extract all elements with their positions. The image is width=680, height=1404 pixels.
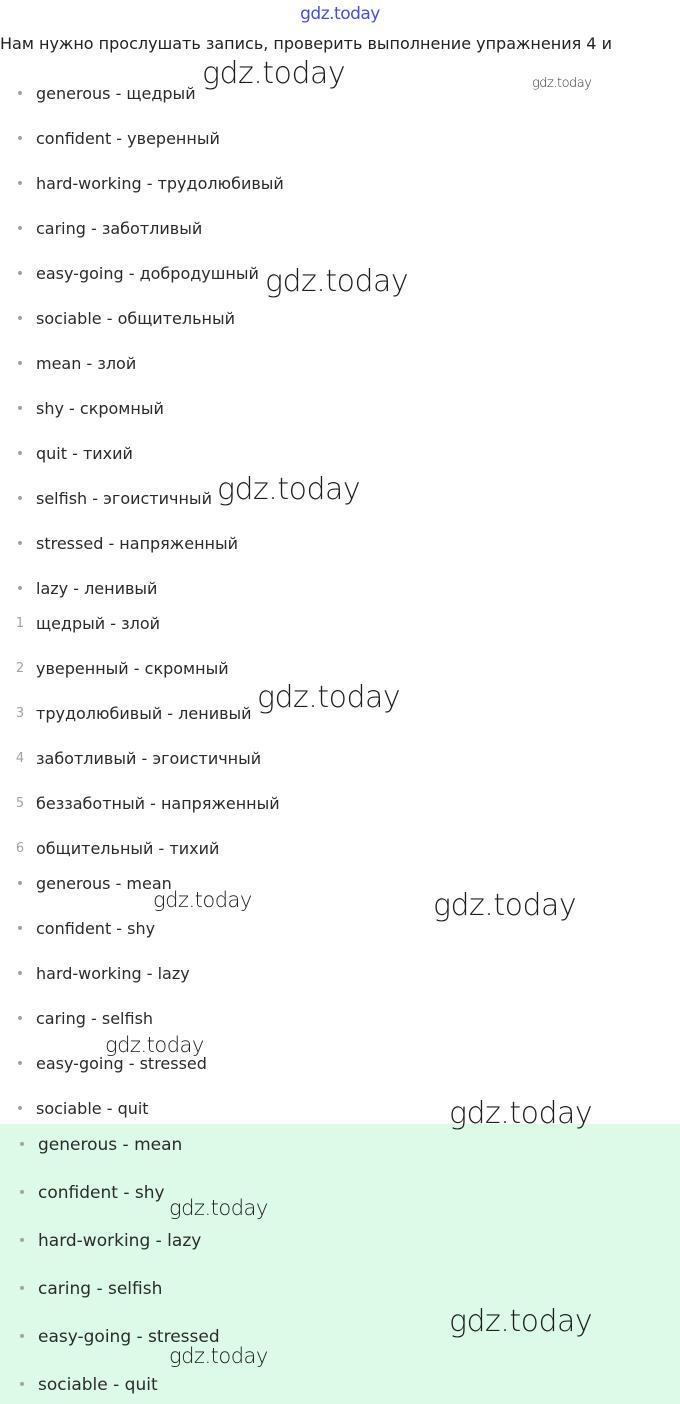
bullet-icon: • <box>15 491 25 507</box>
watermark: gdz.today <box>257 680 401 715</box>
bullet-icon: • <box>17 1137 27 1153</box>
bullet-icon: • <box>17 1377 27 1393</box>
watermark: gdz.today <box>217 472 361 507</box>
watermark: gdz.today <box>433 888 577 923</box>
item-number: 5 <box>15 796 25 811</box>
bullet-icon: • <box>15 266 25 282</box>
bullet-icon: • <box>15 1101 25 1117</box>
bullet-icon: • <box>17 1281 27 1297</box>
watermark: gdz.today <box>169 1196 268 1220</box>
watermark: gdz.today <box>153 888 252 912</box>
bullet-icon: • <box>15 311 25 327</box>
bullet-icon: • <box>15 536 25 552</box>
bullet-icon: • <box>17 1329 27 1345</box>
bullet-icon: • <box>15 876 25 892</box>
bullet-icon: • <box>15 1011 25 1027</box>
bullet-icon: • <box>15 446 25 462</box>
watermark: gdz.today <box>105 1033 204 1057</box>
intro-text: Нам нужно прослушать запись, проверить выполнение упражнения 4 и <box>0 34 612 53</box>
item-number: 1 <box>15 616 25 631</box>
bullet-icon: • <box>15 176 25 192</box>
bullet-icon: • <box>15 966 25 982</box>
watermark: gdz.today <box>169 1344 268 1368</box>
bullet-icon: • <box>15 356 25 372</box>
item-number: 3 <box>15 706 25 721</box>
site-logo[interactable]: gdz.today <box>300 4 380 24</box>
watermark: gdz.today <box>449 1304 593 1339</box>
bullet-icon: • <box>15 86 25 102</box>
bullet-icon: • <box>15 401 25 417</box>
answer-block: • generous - mean • confident - shy • hard-working - lazy • caring - selfish • easy-going - stressed • sociable - quit <box>0 1124 680 1404</box>
bullet-icon: • <box>15 921 25 937</box>
bullet-icon: • <box>15 1056 25 1072</box>
watermark: gdz.today <box>265 264 409 299</box>
bullet-icon: • <box>15 221 25 237</box>
bullet-icon: • <box>15 581 25 597</box>
item-number: 2 <box>15 661 25 676</box>
item-number: 4 <box>15 751 25 766</box>
watermark: gdz.today <box>449 1096 593 1131</box>
item-number: 6 <box>15 841 25 856</box>
bullet-icon: • <box>17 1233 27 1249</box>
watermark: gdz.today <box>532 76 592 91</box>
bullet-icon: • <box>15 131 25 147</box>
bullet-icon: • <box>17 1185 27 1201</box>
watermark: gdz.today <box>202 56 346 91</box>
